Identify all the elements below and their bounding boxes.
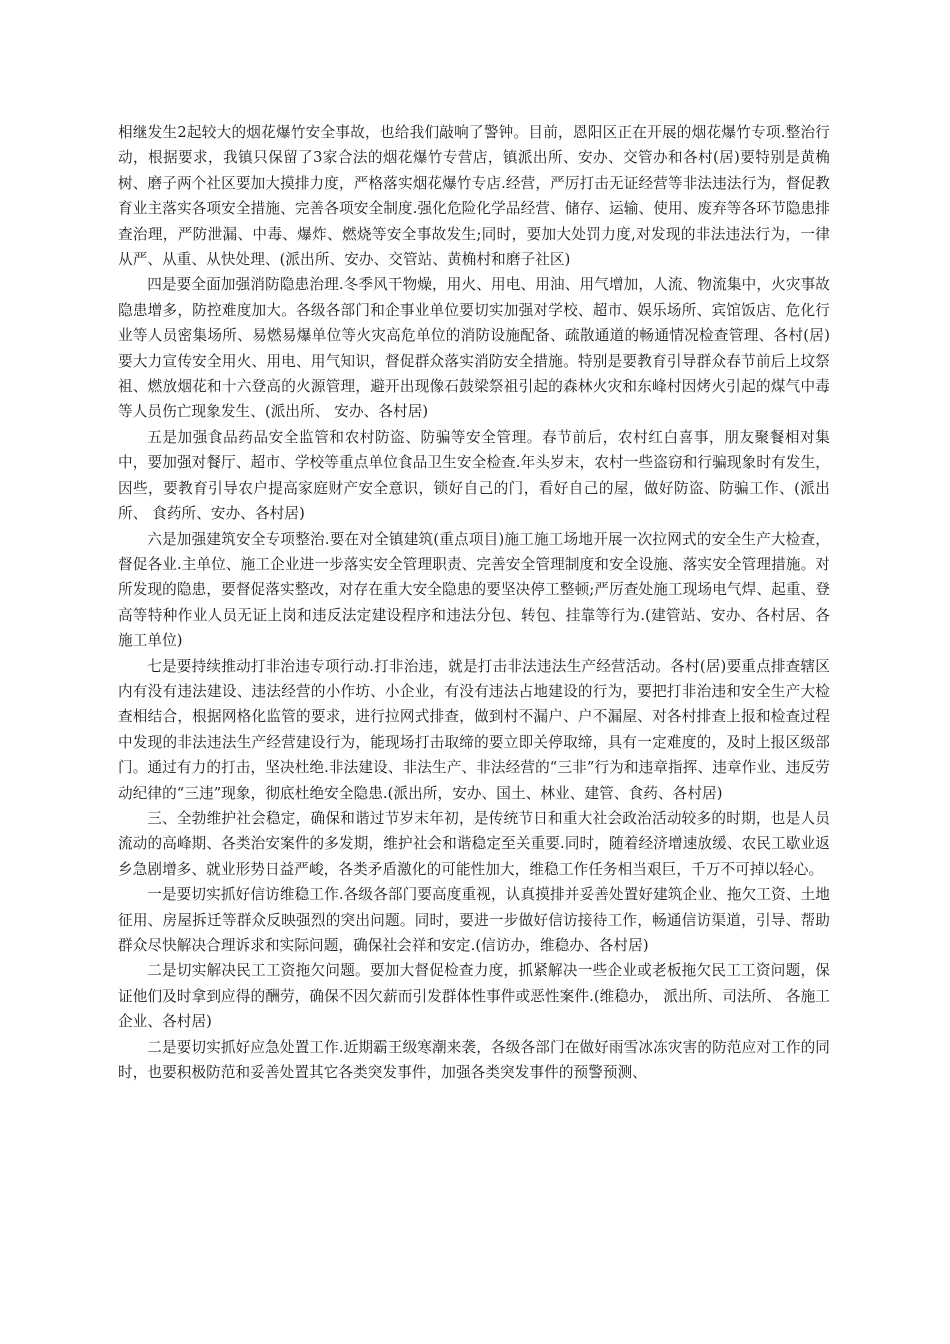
paragraph-7: 一是要切实抓好信访维稳工作.各级各部门要高度重视，认真摸排并妥善处置好建筑企业、拖欠工资、土地征用、房屋拆迁等群众反映强烈的突出问题。同时，要进一步做好信访接待工作，畅通信访渠道，引导、帮助群众尽快解决合理诉求和实际问题，确保社会祥和安定.(信访办，维稳办、各村居) [118, 886, 830, 954]
paragraph-1: 相继发生2起较大的烟花爆竹安全事故，也给我们敲响了警钟。目前，恩阳区正在开展的烟花爆竹专项.整治行动，根据要求，我镇只保留了3家合法的烟花爆竹专营店，镇派出所、安办、交管办和各村(居)要特别是黄桷树、磨子两个社区要加大摸排力度，严格落实烟花爆竹专店.经营，严厉打击无证经营等非法违法行为，督促教育业主落实各项安全措施、完善各项安全制度.强化危险化学品经营、储存、运输、使用、废弃等各环节隐患排查治理，严防泄漏、中毒、爆炸、燃烧等安全事故发生;同时，要加大处罚力度,对发现的非法违法行为，一律从严、从重、从快处理、(派出所、安办、交管站、黄桷村和磨子社区) [118, 124, 830, 269]
paragraph-6: 三、全勃维护社会稳定，确保和谐过节岁末年初，是传统节日和重大社会政治活动较多的时期，也是人员流动的高峰期、各类治安案件的多发期，维护社会和谐稳定至关重要.同时，随着经济增速放缓、农民工歇业返乡急剧增多、就业形势日益严峻，各类矛盾激化的可能性加大，维稳工作任务相当艰巨，千万不可掉以轻心。 [118, 809, 830, 878]
paragraph-3: 五是加强食品药品安全监管和农村防盗、防骗等安全管理。春节前后，农村红白喜事，朋友聚餐相对集中，要加强对餐厅、超市、学校等重点单位食品卫生安全检查.年头岁末，农村一些盗窃和行骗现象时有发生，因些，要教育引导农户提高家庭财产安全意识，锁好自己的门，看好自己的屋，做好防盗、防骗工作、(派出所、 食药所、安办、各村居) [118, 428, 830, 523]
paragraph-2: 四是要全面加强消防隐患治理.冬季风干物燥，用火、用电、用油、用气增加，人流、物流集中，火灾事故隐患增多，防控难度加大。各级各部门和企事业单位要切实加强对学校、超市、娱乐场所、宾馆饭店、危化行业等人员密集场所、易燃易爆单位等火灾高危单位的消防设施配备、疏散通道的畅通情况检查管理、各村(居)要大力宣传安全用火、用电、用气知识，督促群众落实消防安全措施。特别是要教育引导群众春节前后上坟祭祖、燃放烟花和十六登高的火源管理，避开出现像石鼓梁祭祖引起的森林火灾和东峰村因烤火引起的煤气中毒等人员伤亡现象发生、(派出所、 安办、各村居) [118, 276, 830, 421]
paragraph-5: 七是要持续推动打非治违专项行动.打非治违，就是打击非法违法生产经营活动。各村(居)要重点排查辖区内有没有违法建设、违法经营的小作坊、小企业，有没有违法占地建设的行为，要把打非治违和安全生产大检查相结合，根据网格化监管的要求，进行拉网式排查，做到村不漏户、户不漏屋、对各村排查上报和检查过程中发现的非法违法生产经营建设行为，能现场打击取缔的要立即关停取缔，具有一定难度的，及时上报区级部门。通过有力的打击，坚决杜绝.非法建设、非法生产、非法经营的“三非”行为和违章指挥、违章作业、违反劳动纪律的“三违”现象，彻底杜绝安全隐患.(派出所，安办、国土、林业、建管、食药、各村居) [118, 657, 830, 802]
document-body [118, 120, 830, 1085]
paragraph-4: 六是加强建筑安全专项整治.要在对全镇建筑(重点项目)施工施工场地开展一次拉网式的安全生产大检查，督促各业.主单位、施工企业进一步落实安全管理职责、完善安全管理制度和安全设施、落实安全管理措施。对所发现的隐患，要督促落实整改，对存在重大安全隐患的要坚决停工整顿;严厉查处施工现场电气焊、起重、登高等特种作业人员无证上岗和违反法定建设程序和违法分包、转包、挂靠等行为.(建管站、安办、各村居、各施工单位) [118, 530, 830, 650]
paragraph-9: 二是要切实抓好应急处置工作.近期霸王级寒潮来袭，各级各部门在做好雨雪冰冻灾害的防范应对工作的同时，也要积极防范和妥善处置其它各类突发事件，加强各类突发事件的预警预测、 [118, 1038, 830, 1082]
paragraph-8: 二是切实解决民工工资拖欠问题。要加大督促检查力度，抓紧解决一些企业或老板拖欠民工工资问题，保证他们及时拿到应得的酬劳，确保不因欠薪而引发群体性事件或恶性案件.(维稳办， 派出所、司法所、 各施工企业、各村居) [118, 962, 830, 1031]
